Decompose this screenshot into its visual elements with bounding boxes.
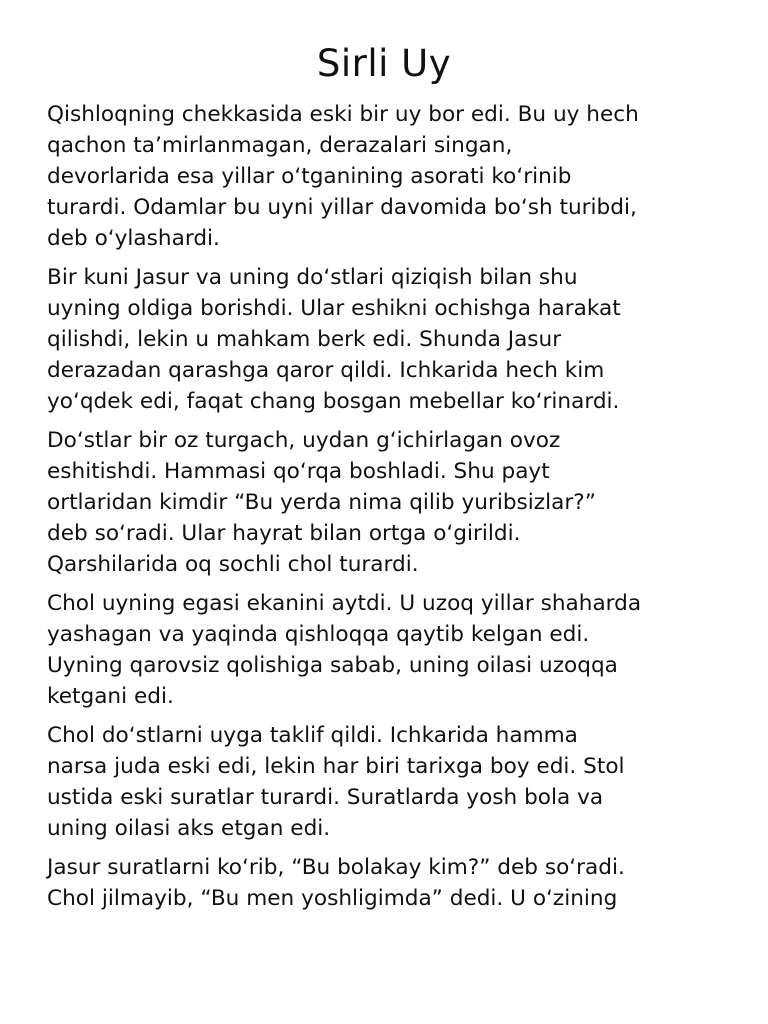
story-paragraph [47,720,737,844]
story-paragraph [47,262,737,417]
paragraph-line: turardi. Odamlar bu uyni yillar davomida bo‘sh turibdi, [47,195,637,220]
document-title: Sirli Uy [316,42,452,85]
paragraph-line: Chol uyning egasi ekanini aytdi. U uzoq yillar shaharda [47,591,642,616]
story-paragraph [47,99,737,254]
paragraph-line: qachon ta’mirlanmagan, derazalari singan, [47,133,513,158]
paragraph-line: qilishdi, lekin u mahkam berk edi. Shunda Jasur [47,327,562,352]
paragraph-line: derazadan qarashga qaror qildi. Ichkarida hech kim [47,358,605,383]
paragraph-line: Jasur suratlarni ko‘rib, “Bu bolakay kim?” deb so‘radi. [47,855,625,880]
paragraph-line: Qarshilarida oq sochli chol turardi. [47,552,419,577]
paragraph-line: Chol do‘stlarni uyga taklif qildi. Ichkarida hamma [47,723,578,748]
paragraph-line: ustida eski suratlar turardi. Suratlarda yosh bola va [47,785,604,810]
paragraph-line: uning oilasi aks etgan edi. [47,816,331,841]
paragraph-line: narsa juda eski edi, lekin har biri tarixga boy edi. Stol [47,754,625,779]
paragraph-line: uyning oldiga borishdi. Ular eshikni ochishga harakat [47,296,621,321]
paragraph-line: Chol jilmayib, “Bu men yoshligimda” dedi. U o‘zining [47,886,618,911]
story-paragraph [47,588,737,712]
paragraph-line: yo‘qdek edi, faqat chang bosgan mebellar ko‘rinardi. [47,389,620,414]
story-paragraph [47,425,737,580]
story-body [47,99,737,922]
paragraph-line: ortlaridan kimdir “Bu yerda nima qilib yuribsizlar?” [47,490,596,515]
paragraph-line: deb o‘ylashardi. [47,226,220,251]
paragraph-line: Uyning qarovsiz qolishiga sabab, uning oilasi uzoqqa [47,653,618,678]
story-paragraph [47,852,737,914]
paragraph-line: Qishloqning chekkasida eski bir uy bor edi. Bu uy hech [47,102,639,127]
paragraph-line: Bir kuni Jasur va uning do‘stlari qiziqish bilan shu [47,265,578,290]
paragraph-line: devorlarida esa yillar o‘tganining asorati ko‘rinib [47,164,572,189]
paragraph-line: Do‘stlar bir oz turgach, uydan g‘ichirlagan ovoz [47,428,561,453]
paragraph-line: yashagan va yaqinda qishloqqa qaytib kelgan edi. [47,622,590,647]
paragraph-line: ketgani edi. [47,684,174,709]
paragraph-line: deb so‘radi. Ular hayrat bilan ortga o‘girildi. [47,521,521,546]
paragraph-line: eshitishdi. Hammasi qo‘rqa boshladi. Shu payt [47,459,550,484]
